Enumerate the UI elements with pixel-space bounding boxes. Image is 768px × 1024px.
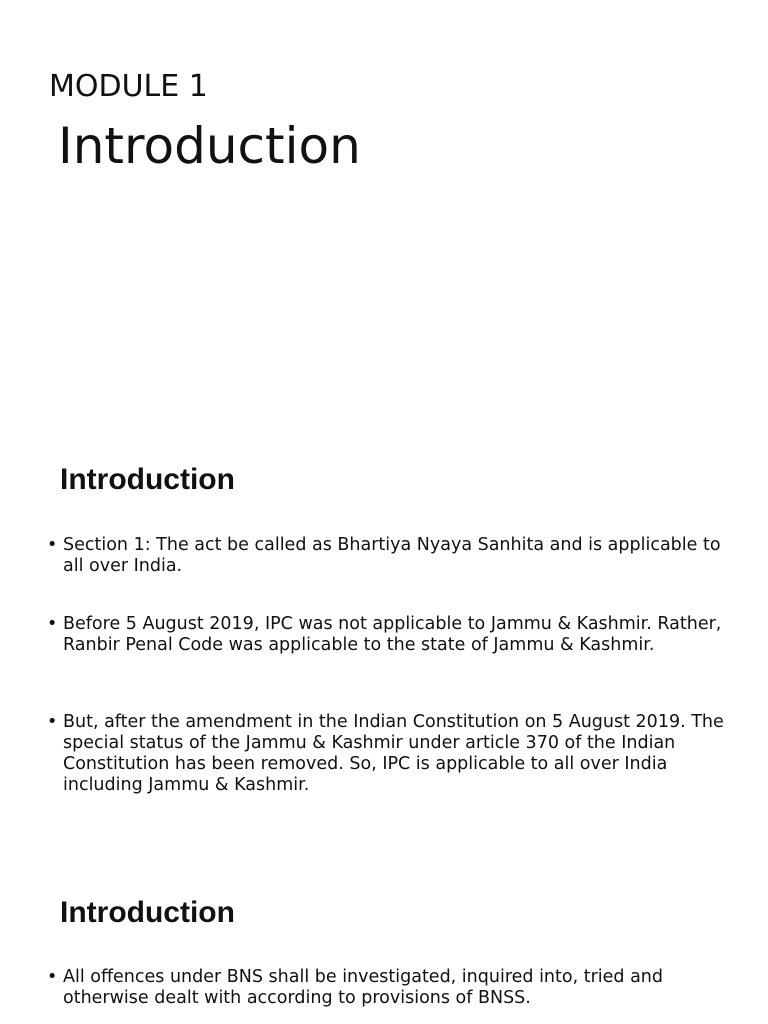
section-heading: Introduction (60, 896, 235, 929)
list-item (0, 967, 768, 1009)
bullet-list (0, 614, 768, 656)
section-heading: Introduction (60, 463, 235, 496)
module-label: MODULE 1 (49, 69, 208, 104)
bullet-list (0, 712, 768, 796)
list-item (0, 614, 768, 656)
list-item (0, 712, 768, 796)
bullet-text: Section 1: The act be called as Bhartiya Nyaya Sanhita and is applicable to all over India. (63, 535, 721, 576)
bullet-dot: • (47, 712, 58, 732)
bullet-list (0, 967, 768, 1009)
bullet-dot: • (47, 614, 58, 634)
bullet-text: But, after the amendment in the Indian Constitution on 5 August 2019. The special status of the Jammu & Kashmir under article 370 of the Indian Constitution has been removed. So, IPC is applicable to all over India including Jammu & Kashmir. (63, 712, 724, 795)
bullet-dot: • (47, 535, 58, 555)
bullet-text: Before 5 August 2019, IPC was not applicable to Jammu & Kashmir. Rather, Ranbir Penal Code was applicable to the state of Jammu & Kashmir. (63, 614, 722, 655)
bullet-list (0, 535, 768, 577)
bullet-dot: • (47, 967, 58, 987)
page-title: Introduction (58, 117, 361, 175)
list-item (0, 535, 768, 577)
bullet-text: All offences under BNS shall be investigated, inquired into, tried and otherwise dealt with according to provisions of BNSS. (63, 967, 663, 1008)
